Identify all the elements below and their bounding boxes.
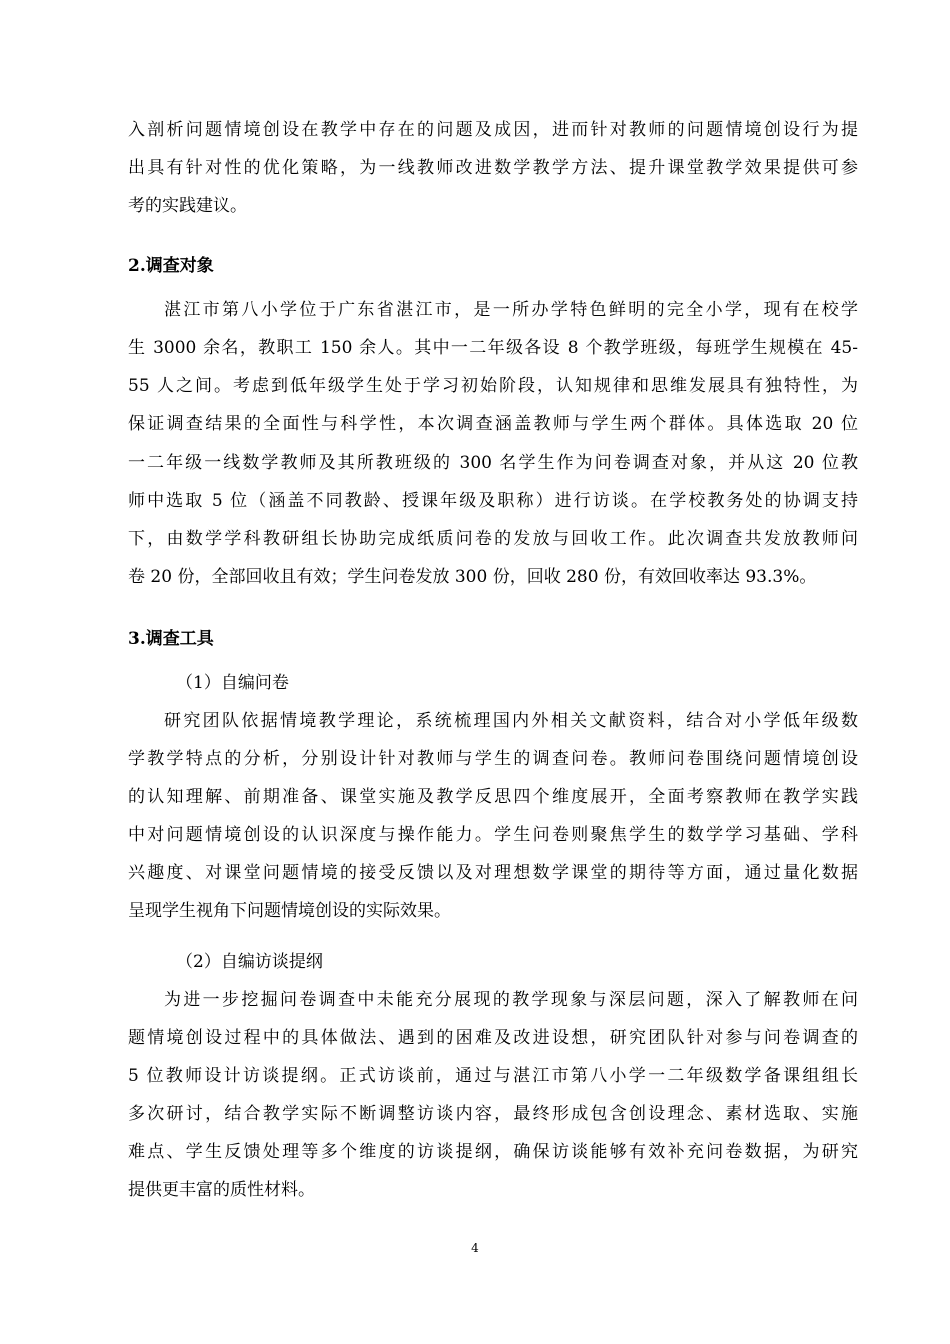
paragraph-line: 研究团队依据情境教学理论，系统梳理国内外相关文献资料，结合对小学低年级数 [164,711,858,731]
paragraph-line: 下，由数学学科教研组长协助完成纸质问卷的发放与回收工作。此次调查共发放教师问 [128,529,858,549]
paragraph-line: 考的实践建议。 [128,196,247,216]
paragraph-line: 5 位教师设计访谈提纲。正式访谈前，通过与湛江市第八小学一二年级数学备课组组长 [128,1066,858,1086]
paragraph-line: 多次研讨，结合教学实际不断调整访谈内容，最终形成包含创设理念、素材选取、实施 [128,1104,858,1124]
paragraph-line: 学教学特点的分析，分别设计针对教师与学生的调查问卷。教师问卷围绕问题情境创设 [128,749,858,769]
page-number: 4 [471,1241,479,1255]
paragraph-line: 难点、学生反馈处理等多个维度的访谈提纲，确保访谈能够有效补充问卷数据，为研究 [128,1142,858,1162]
section-heading: 2.调查对象 [128,256,214,276]
paragraph-line: 中对问题情境创设的认识深度与操作能力。学生问卷则聚焦学生的数学学习基础、学科 [128,825,858,845]
paragraph-line: 的认知理解、前期准备、课堂实施及教学反思四个维度展开，全面考察教师在教学实践 [128,787,858,807]
paragraph-line: 兴趣度、对课堂问题情境的接受反馈以及对理想数学课堂的期待等方面，通过量化数据 [128,863,858,883]
paragraph-line: 呈现学生视角下问题情境创设的实际效果。 [128,901,451,921]
paragraph-line: 卷 20 份，全部回收且有效；学生问卷发放 300 份，回收 280 份，有效回收率达 93.3%。 [128,567,817,587]
paragraph-line: 为进一步挖掘问卷调查中未能充分展现的教学现象与深层问题，深入了解教师在问 [164,990,858,1010]
paragraph-line: 提供更丰富的质性材料。 [128,1180,315,1200]
paragraph-line: 一二年级一线数学教师及其所教班级的 300 名学生作为问卷调查对象，并从这 20 位教 [128,453,858,473]
paragraph-line: 湛江市第八小学位于广东省湛江市，是一所办学特色鲜明的完全小学，现有在校学 [164,300,858,320]
paragraph-line: 保证调查结果的全面性与科学性，本次调查涵盖教师与学生两个群体。具体选取 20 位 [128,414,858,434]
paragraph-line: 生 3000 余名，教职工 150 余人。其中一二年级各设 8 个教学班级，每班学生规模在 45- [128,338,858,358]
subsection-heading: （1）自编问卷 [176,673,289,693]
paragraph-line: 入剖析问题情境创设在教学中存在的问题及成因，进而针对教师的问题情境创设行为提 [128,120,858,140]
section-heading: 3.调查工具 [128,629,214,649]
paragraph-line: 题情境创设过程中的具体做法、遇到的困难及改进设想，研究团队针对参与问卷调查的 [128,1028,858,1048]
paragraph-line: 出具有针对性的优化策略，为一线教师改进数学教学方法、提升课堂教学效果提供可参 [128,158,858,178]
paragraph-line: 师中选取 5 位（涵盖不同教龄、授课年级及职称）进行访谈。在学校教务处的协调支持 [128,491,858,511]
subsection-heading: （2）自编访谈提纲 [176,952,323,972]
paragraph-line: 55 人之间。考虑到低年级学生处于学习初始阶段，认知规律和思维发展具有独特性，为 [128,376,858,396]
